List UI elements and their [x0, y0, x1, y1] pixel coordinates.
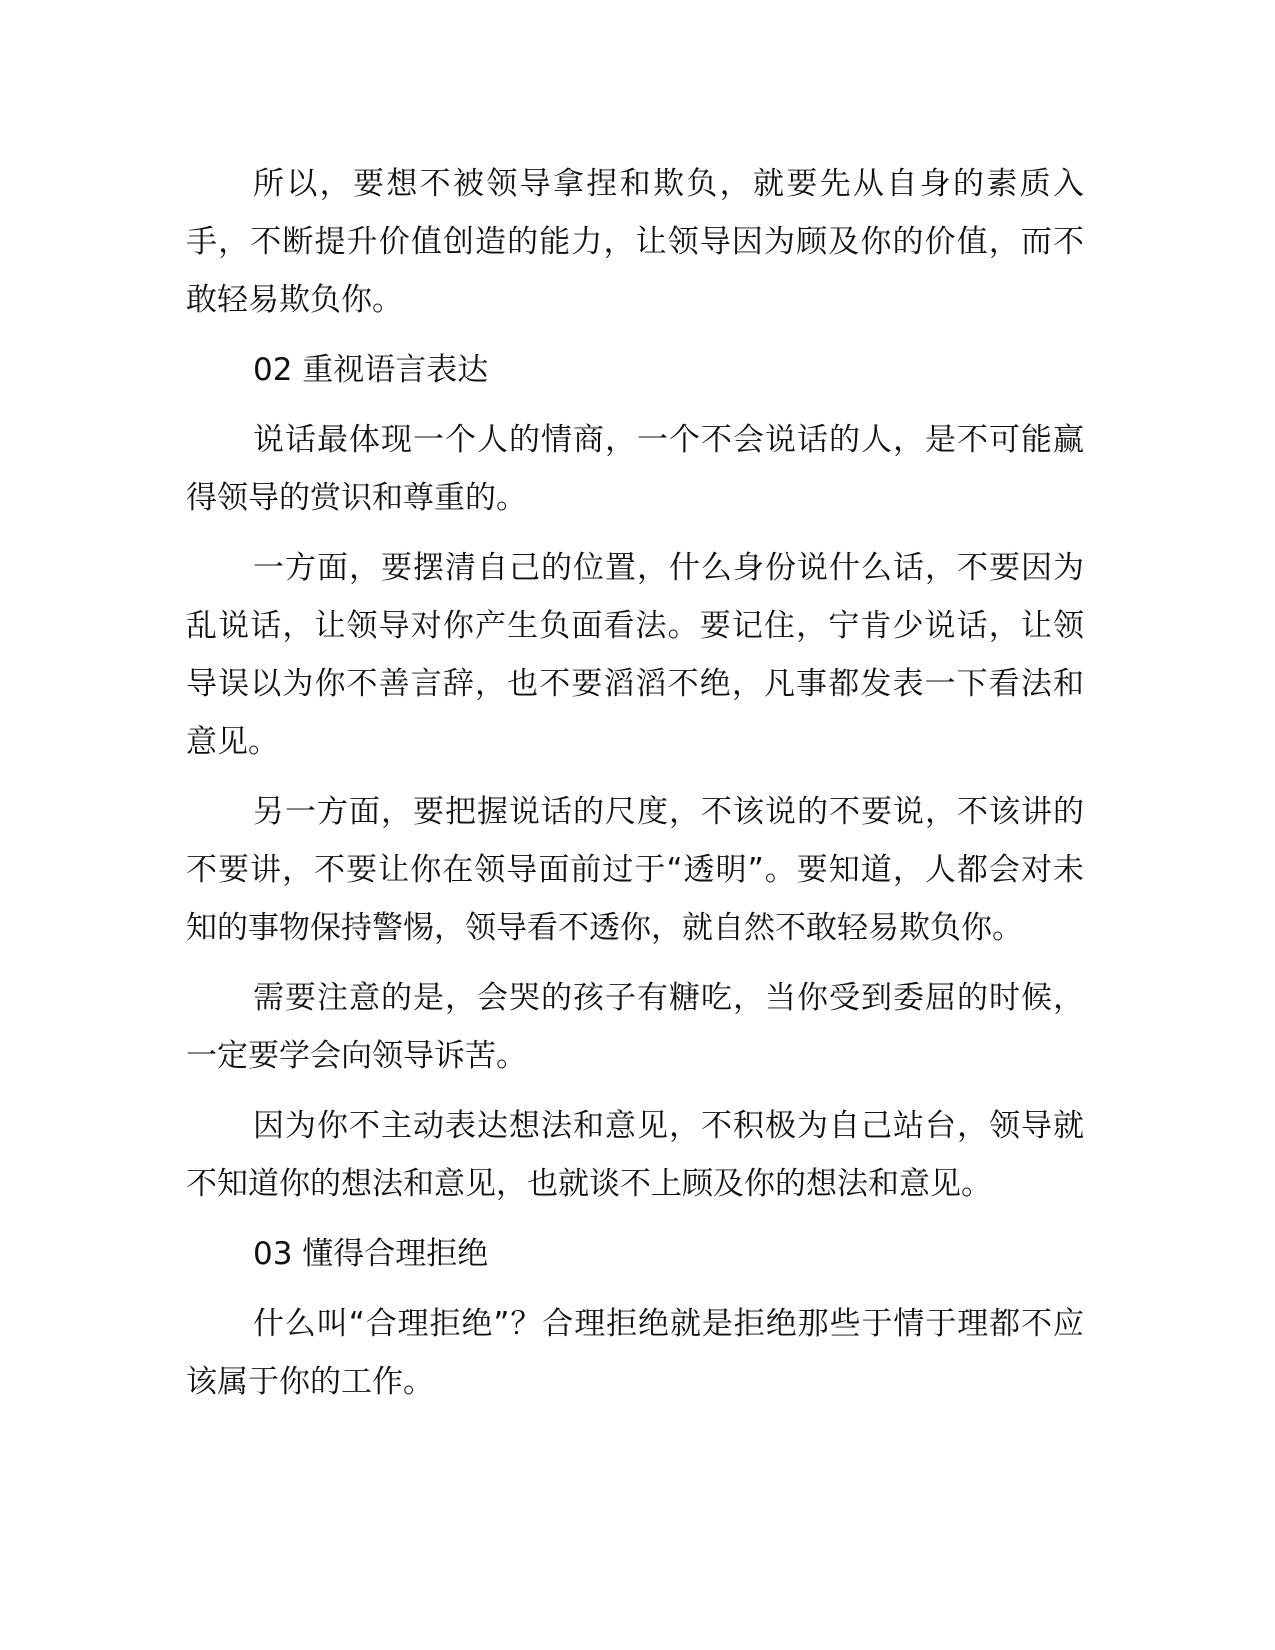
- document-page: [186, 155, 1084, 1423]
- paragraph: 说话最体现一个人的情商，一个不会说话的人，是不可能赢得领导的赏识和尊重的。: [186, 422, 1084, 516]
- paragraph: 因为你不主动表达想法和意见，不积极为自己站台，领导就不知道你的想法和意见，也就谈不上顾及你的想法和意见。: [186, 1108, 1084, 1202]
- paragraph: 另一方面，要把握说话的尺度，不该说的不要说，不该讲的不要讲，不要让你在领导面前过于“透明”。要知道，人都会对未知的事物保持警惕，领导看不透你，就自然不敢轻易欺负你。: [186, 794, 1084, 946]
- section-heading: 03 懂得合理拒绝: [253, 1236, 489, 1272]
- paragraph: 什么叫“合理拒绝”？合理拒绝就是拒绝那些于情于理都不应该属于你的工作。: [186, 1306, 1084, 1400]
- paragraph: 一方面，要摆清自己的位置，什么身份说什么话，不要因为乱说话，让领导对你产生负面看法。要记住，宁肯少说话，让领导误以为你不善言辞，也不要滔滔不绝，凡事都发表一下看法和意见。: [186, 550, 1084, 760]
- paragraph: 所以，要想不被领导拿捏和欺负，就要先从自身的素质入手，不断提升价值创造的能力，让领导因为顾及你的价值，而不敢轻易欺负你。: [186, 166, 1084, 318]
- paragraph: 需要注意的是，会哭的孩子有糖吃，当你受到委屈的时候，一定要学会向领导诉苦。: [186, 980, 1084, 1074]
- section-heading: 02 重视语言表达: [253, 352, 489, 388]
